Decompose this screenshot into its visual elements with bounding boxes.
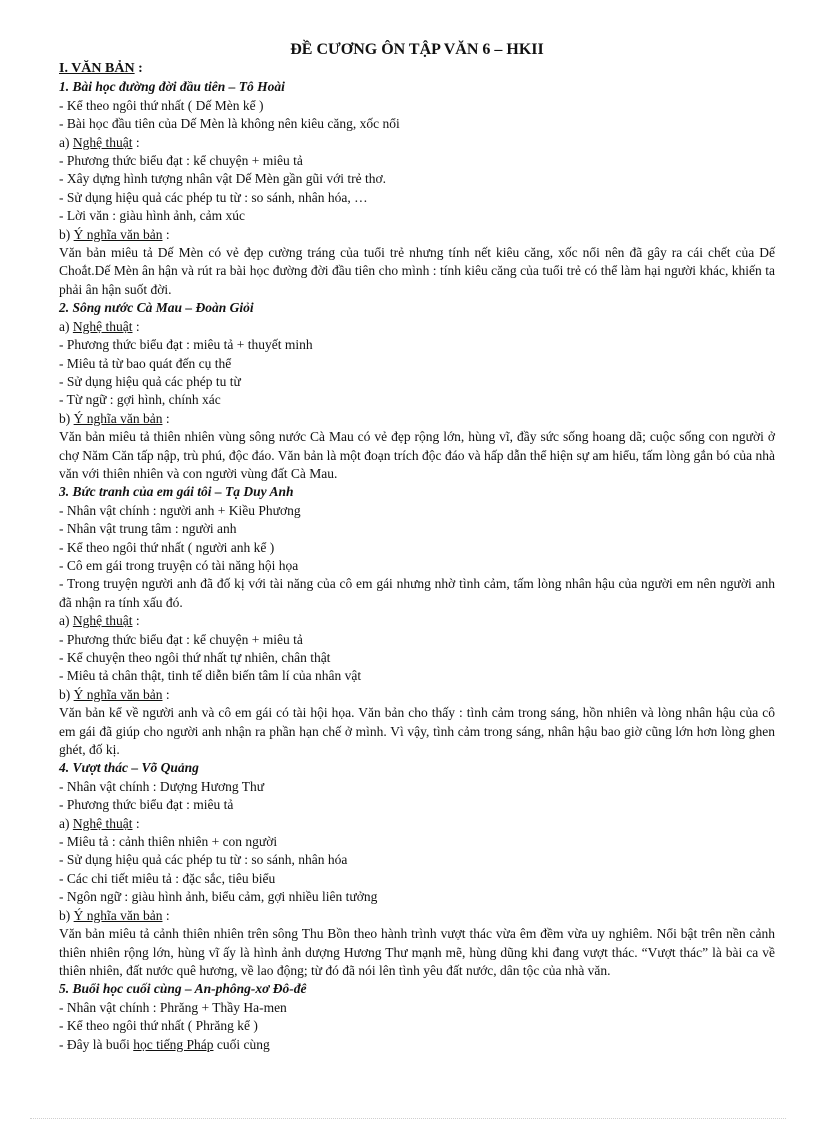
meaning-label-text: Ý nghĩa văn bản <box>73 226 163 242</box>
page-title: ĐỀ CƯƠNG ÔN TẬP VĂN 6 – HKII <box>290 41 544 58</box>
meaning-label <box>59 410 775 428</box>
meaning-paragraph: Văn bản miêu tả Dế Mèn có vẻ đẹp cường tráng của tuổi trẻ nhưng tính nết kiêu căng, xốc nổi nên đã gây ra cái chết của Dế Choắt.Dế Mèn ân hận và rút ra bài học đường đời đầu tiên cho mình : tính kiêu căng của tuổi trẻ có thể làm hại người khác, khiến ta phải ân hận suốt đời. <box>59 245 775 297</box>
art-label-text: Nghệ thuật <box>72 318 133 334</box>
meaning-label-suffix: : <box>162 686 170 702</box>
meaning-label-text: Ý nghĩa văn bản <box>73 907 163 923</box>
list-item: - Nhân vật chính : Dượng Hương Thư <box>59 778 265 794</box>
list-item: - Miêu tả từ bao quát đến cụ thể <box>59 355 232 371</box>
art-label-prefix: a) <box>59 613 73 629</box>
list-item: - Phương thức biểu đạt : miêu tả + thuyết minh <box>59 337 313 353</box>
list-item: - Sử dụng hiệu quả các phép tu từ : so sánh, nhân hóa <box>59 852 348 868</box>
section-colon: : <box>134 61 143 76</box>
list-item: - Bài học đầu tiên của Dế Mèn là không nên kiêu căng, xốc nổi <box>59 116 400 132</box>
list-item: - Sử dụng hiệu quả các phép tu từ <box>59 373 241 389</box>
meaning-label-suffix: : <box>162 226 170 242</box>
list-item: - Ngôn ngữ : giàu hình ảnh, biểu cảm, gợi nhiều liên tưởng <box>59 889 378 905</box>
meaning-paragraph: Văn bản kể về người anh và cô em gái có tài hội họa. Văn bản cho thấy : tình cảm trong sáng, hồn nhiên và lòng nhân hậu của cô em gái đã giúp cho người anh nhận ra phần hạn chế ở mình. Vì vậy, tình cảm trong sáng, nhân hậu bao giờ cũng lớn hơn lòng ghen ghét, đố kị. <box>59 705 775 758</box>
art-label-suffix: : <box>132 318 140 334</box>
meaning-label <box>59 686 775 704</box>
art-label <box>59 815 775 833</box>
list-item: - Phương thức biểu đạt : kể chuyện + miêu tả <box>59 631 303 647</box>
lesson-3-heading: 3. Bức tranh của em gái tôi – Tạ Duy Anh <box>59 484 294 500</box>
art-label-prefix: a) <box>59 815 73 831</box>
lesson-1-heading: 1. Bài học đường đời đầu tiên – Tô Hoài <box>59 79 285 95</box>
list-item: - Xây dựng hình tượng nhân vật Dế Mèn gần gũi với trẻ thơ. <box>59 171 386 187</box>
list-item: - Cô em gái trong truyện có tài năng hội họa <box>59 557 299 573</box>
meaning-paragraph: Văn bản miêu tả cảnh thiên nhiên trên sông Thu Bồn theo hành trình vượt thác vừa êm đềm vừa uy nghiêm. Nổi bật trên nền cảnh thiên nhiên rộng lớn, hùng vĩ ấy là hình ảnh dượng Hương Thư mạnh mẽ, hùng dũng khi đang vượt thác. “Vượt thác” là bài ca về thiên nhiên, đất nước quê hương, về lao động; từ đó đã nói lên tình yêu đất nước, dân tộc của nhà văn. <box>59 926 775 978</box>
art-label <box>59 318 775 336</box>
list-item: - Phương thức biểu đạt : kể chuyện + miêu tả <box>59 153 303 169</box>
art-label-text: Nghệ thuật <box>72 134 133 150</box>
art-label-prefix: a) <box>59 318 73 334</box>
list-item: - Sử dụng hiệu quả các phép tu từ : so sánh, nhân hóa, … <box>59 189 368 205</box>
art-label-text: Nghệ thuật <box>72 815 133 831</box>
meaning-label-prefix: b) <box>59 907 74 923</box>
list-item: - Phương thức biểu đạt : miêu tả <box>59 797 234 813</box>
list-item: - Trong truyện người anh đã đố kị với tài năng của cô em gái nhưng nhờ tình cảm, tấm lòng nhân hậu của người em nên người anh đã nhận ra tính xấu đó. <box>59 576 775 610</box>
meaning-label-prefix: b) <box>59 686 74 702</box>
lesson-5-heading: 5. Buổi học cuối cùng – An-phông-xơ Đô-đê <box>59 981 307 997</box>
list-item: - Lời văn : giàu hình ảnh, cảm xúc <box>59 208 245 224</box>
art-label-suffix: : <box>132 134 140 150</box>
meaning-label <box>59 907 775 925</box>
meaning-paragraph: Văn bản miêu tả thiên nhiên vùng sông nước Cà Mau có vẻ đẹp rộng lớn, hùng vĩ, đầy sức sống hoang dã; cuộc sống con người ở chợ Năm Căn tấp nập, trù phú, độc đáo. Văn bản là một đoạn trích độc đáo và hấp dẫn thể hiện sự am hiểu, tấm lòng gắn bó của nhà văn với thiên nhiên và con người vùng đất Cà Mau. <box>59 429 775 481</box>
list-item-text: cuối cùng <box>213 1036 270 1052</box>
list-item: - Các chi tiết miêu tả : đặc sắc, tiêu biểu <box>59 870 276 886</box>
meaning-label-suffix: : <box>162 410 170 426</box>
art-label <box>59 612 775 630</box>
list-item: - Từ ngữ : gợi hình, chính xác <box>59 392 221 408</box>
list-item: - Miêu tả : cảnh thiên nhiên + con người <box>59 834 278 850</box>
meaning-label-suffix: : <box>162 907 170 923</box>
meaning-label <box>59 226 775 244</box>
meaning-label-text: Ý nghĩa văn bản <box>73 410 163 426</box>
list-item: - Kể theo ngôi thứ nhất ( người anh kể ) <box>59 539 275 555</box>
list-item: - Nhân vật chính : Phrăng + Thầy Ha-men <box>59 999 287 1015</box>
section-heading <box>59 60 775 78</box>
list-item: - Kể theo ngôi thứ nhất ( Phrăng kể ) <box>59 1018 258 1034</box>
art-label-suffix: : <box>132 815 140 831</box>
meaning-label-prefix: b) <box>59 410 74 426</box>
meaning-label-prefix: b) <box>59 226 74 242</box>
art-label-prefix: a) <box>59 134 73 150</box>
underlined-phrase: học tiếng Pháp <box>133 1036 214 1052</box>
document-page <box>59 40 775 1054</box>
list-item-text: - Đây là buổi <box>59 1036 134 1052</box>
art-label-suffix: : <box>132 613 140 629</box>
list-item: - Kể chuyện theo ngôi thứ nhất tự nhiên, chân thật <box>59 650 331 665</box>
lesson-4-heading: 4. Vượt thác – Võ Quảng <box>59 760 199 776</box>
list-item: - Nhân vật trung tâm : người anh <box>59 521 237 537</box>
list-item: - Miêu tả chân thật, tinh tế diễn biến tâm lí của nhân vật <box>59 668 362 684</box>
art-label <box>59 134 775 152</box>
art-label-text: Nghệ thuật <box>72 613 133 629</box>
section-label: I. VĂN BẢN <box>59 61 135 76</box>
list-item: - Kể theo ngôi thứ nhất ( Dế Mèn kể ) <box>59 97 264 113</box>
list-item: - Nhân vật chính : người anh + Kiều Phương <box>59 502 301 518</box>
meaning-label-text: Ý nghĩa văn bản <box>73 686 163 702</box>
lesson-2-heading: 2. Sông nước Cà Mau – Đoàn Giỏi <box>59 300 254 316</box>
list-item <box>59 1036 775 1054</box>
page-bottom-divider <box>30 1118 786 1119</box>
